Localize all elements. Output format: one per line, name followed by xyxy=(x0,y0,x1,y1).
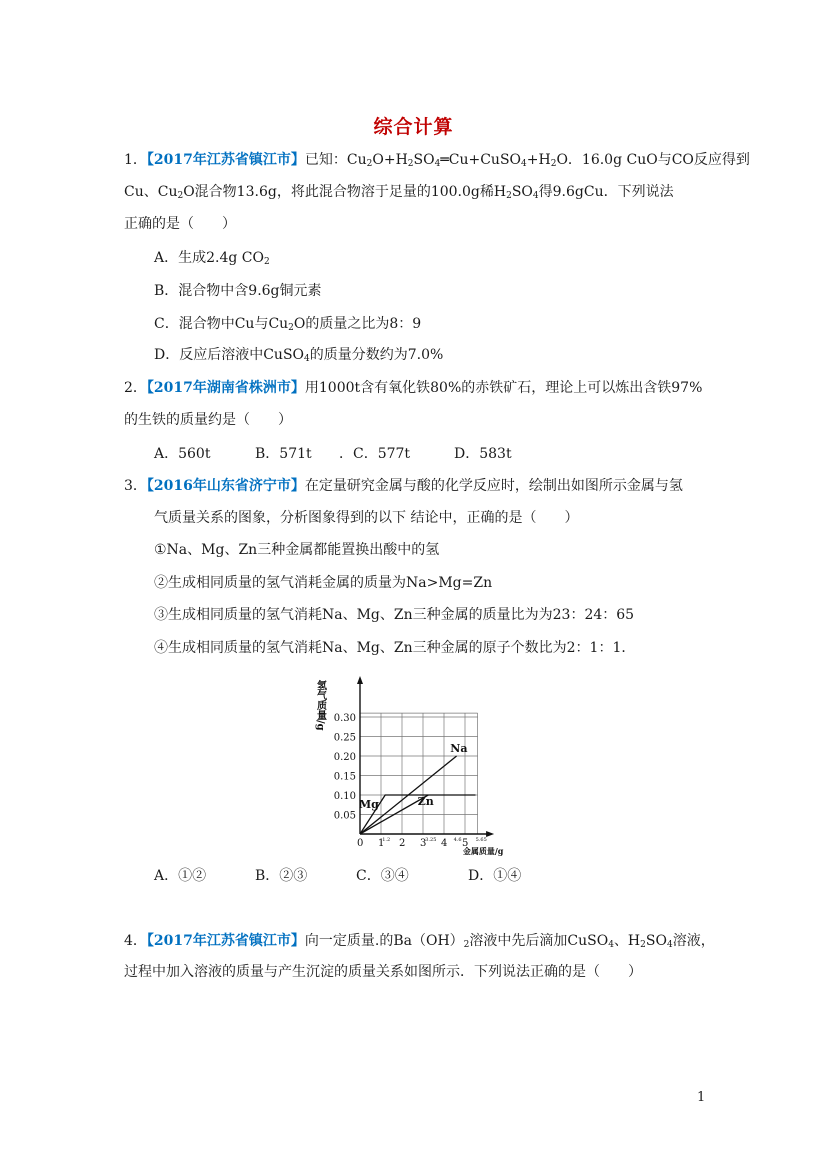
q3-option-b: B．②③ xyxy=(255,868,308,884)
question-1-line-2: Cu、$Cu_2O$混合物13.6g，将此混合物溶于足量的100.0g稀$H_2SO_4$得9.6gCu．下列说法 xyxy=(124,184,674,201)
x-tick-label: 3 xyxy=(420,838,427,849)
chart-grid xyxy=(360,713,478,834)
question-source: 【2016年山东省济宁市】 xyxy=(146,478,305,494)
series-label-zn: Zn xyxy=(417,794,434,808)
y-axis-arrow xyxy=(357,676,363,684)
hydrogen-mass-chart xyxy=(314,674,504,856)
q3-option-a: A．①② xyxy=(154,868,207,884)
x-tick-label: 1 xyxy=(378,838,385,849)
x-minor-tick-label: 3.25 xyxy=(425,837,437,843)
q3-option-d: D．①④ xyxy=(468,868,522,884)
y-axis-label: 氢气质量/g xyxy=(314,680,326,731)
x-tick-label: 5 xyxy=(462,838,469,849)
x-tick-label: 4 xyxy=(441,838,448,849)
question-3-line-1: 3．【2016年山东省济宁市】在定量研究金属与酸的化学反应时，绘制出如图所示金属与氢 xyxy=(124,478,683,494)
q1-option-d: D．反应后溶液中CuSO$_4$的质量分数约为7.0% xyxy=(154,347,444,364)
question-4-line-2: 过程中加入溶液的质量与产生沉淀的质量关系如图所示．下列说法正确的是（ ） xyxy=(124,964,642,980)
chart-axes xyxy=(357,676,494,837)
y-tick-label: 0.25 xyxy=(333,732,356,744)
q2-option-d: D．583t xyxy=(454,446,512,462)
q2-option-a: A．560t xyxy=(154,446,211,462)
question-source: 【2017年江苏省镇江市】 xyxy=(146,933,305,949)
question-number: 3． xyxy=(124,478,147,494)
question-source: 【2017年江苏省镇江市】 xyxy=(146,152,305,168)
q1-option-c: C．混合物中Cu与$Cu_2O$的质量之比为8：9 xyxy=(154,316,422,333)
question-3-line-2: 气质量关系的图象，分析图象得到的以下 结论中，正确的是（ ） xyxy=(154,510,579,526)
q1-option-b: B．混合物中含9.6g铜元素 xyxy=(154,283,322,299)
q3-statement-3: ③生成相同质量的氢气消耗Na、Mg、Zn三种金属的质量比为为23：24：65 xyxy=(154,607,635,623)
question-1-line-3: 正确的是（ ） xyxy=(124,216,236,232)
x-minor-tick-label: 5.65 xyxy=(475,837,487,843)
y-tick-label: 0.30 xyxy=(333,713,356,724)
q3-statement-4: ④生成相同质量的氢气消耗Na、Mg、Zn三种金属的原子个数比为2：1：1． xyxy=(154,640,636,656)
y-tick-label: 0.10 xyxy=(333,791,356,802)
x-axis-arrow xyxy=(486,831,494,837)
question-number: 4． xyxy=(124,933,147,949)
y-tick-label: 0.15 xyxy=(333,771,356,783)
y-tick-label: 0.20 xyxy=(333,752,356,763)
question-2-line-2: 的生铁的质量约是（ ） xyxy=(124,412,292,428)
question-1-line-1: 1．【2017年江苏省镇江市】已知：$Cu_2O+H_2SO_4═Cu+CuSO_4+H_2O$．16.0g CuO与CO反应得到 xyxy=(124,152,750,169)
q3-statement-1: ①Na、Mg、Zn三种金属都能置换出酸中的氢 xyxy=(154,542,440,558)
series-label-mg: Mg xyxy=(358,797,379,811)
question-4-line-1: 4．【2017年江苏省镇江市】向一定质量.的$Ba(OH)_2$溶液中先后滴加CuSO$_4$、$H_2SO_4$溶液， xyxy=(124,933,715,950)
question-number: 1． xyxy=(124,152,147,168)
page-number: 1 xyxy=(697,1090,706,1105)
x-tick-label: 2 xyxy=(399,838,406,849)
series-label-na: Na xyxy=(450,742,468,756)
chart-labels xyxy=(315,679,504,856)
q2-option-c: ．C．577t xyxy=(339,446,411,462)
y-tick-label: 0.05 xyxy=(333,810,356,822)
page-title: 综合计算 xyxy=(373,116,454,138)
x-minor-tick-label: 4.6 xyxy=(453,837,462,843)
question-number: 2． xyxy=(124,380,147,396)
q1-option-a: A．生成2.4g $CO_2$ xyxy=(154,250,270,267)
q2-option-b: B．571t xyxy=(255,446,312,462)
x-minor-tick-label: 1.2 xyxy=(382,837,391,843)
x-tick-label: 0 xyxy=(357,838,364,849)
question-source: 【2017年湖南省株洲市】 xyxy=(146,380,305,396)
q3-option-c: C．③④ xyxy=(356,868,409,884)
q3-statement-2: ②生成相同质量的氢气消耗金属的质量为Na>Mg=Zn xyxy=(154,575,493,591)
x-axis-label: 金属质量/g xyxy=(462,846,504,856)
question-2-line-1: 2．【2017年湖南省株洲市】用1000t含有氧化铁80%的赤铁矿石，理论上可以炼出含铁97% xyxy=(124,380,703,396)
